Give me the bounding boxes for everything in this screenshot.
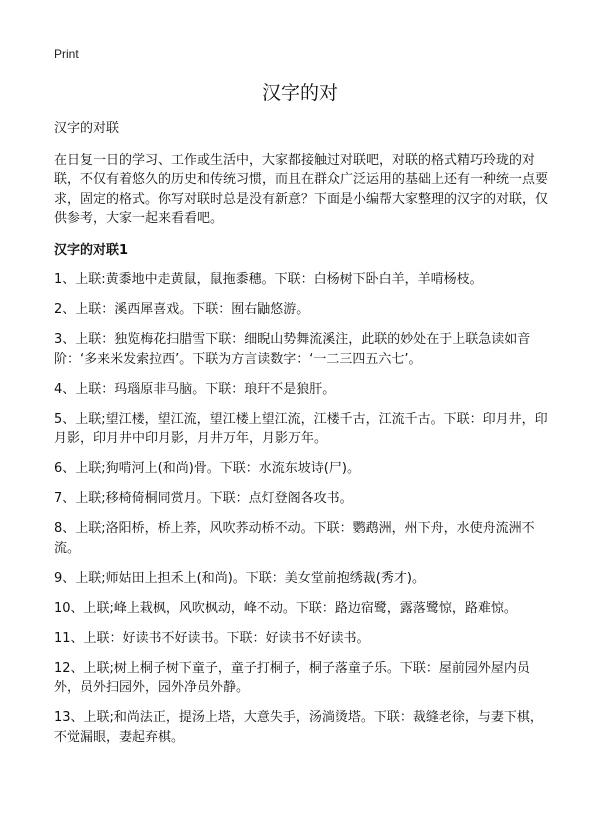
intro-paragraph: 在日复一日的学习、工作或生活中，大家都接触过对联吧，对联的格式精巧玲珑的对联，不仅有着悠久的历史和传统习惯，而且在群众广泛运用的基础上还有一种统一点要求，固定的格式。你写对联时总是没有新意？下面是小编帮大家整理的汉字的对联，仅供参考，大家一起来看看吧。 <box>54 152 549 226</box>
couplet-item: 13、上联;和尚法正，提汤上塔，大意失手，汤淌烫塔。下联：裁缝老徐，与妻下棋，不觉漏眼，妻起弃棋。 <box>54 710 543 745</box>
couplet-item: 1、上联:黄黍地中走黄鼠，鼠拖黍穗。下联：白杨树下卧白羊，羊啃杨枝。 <box>54 272 483 287</box>
couplet-item: 5、上联;望江楼，望江流，望江楼上望江流，江楼千古，江流千古。下联：印月井，印月影，印月井中印月影，月井万年，月影万年。 <box>54 411 548 446</box>
couplet-item: 4、上联：玛瑙原非马脑。下联：琅玕不是狼肝。 <box>54 381 336 397</box>
couplet-item: 10、上联;峰上栽枫，风吹枫动，峰不动。下联：路边宿鹭，露落鹭惊，路难惊。 <box>54 600 517 616</box>
section-heading: 汉字的对联1 <box>54 242 129 258</box>
couplet-item: 6、上联;狗啃河上(和尚)骨。下联：水流东坡诗(尸)。 <box>54 461 360 476</box>
article-body <box>54 119 552 758</box>
page-title: 汉字的对 <box>261 82 338 104</box>
print-label: Print <box>54 47 79 61</box>
couplet-item: 3、上联：独览梅花扫腊雪下联：细睨山势舞流溪注，此联的妙处在于上联急读如音阶：‘多来米发索拉西’。下联为方言读数字：‘一二三四五六七’。 <box>54 332 531 367</box>
couplet-item: 2、上联：溪西犀喜戏。下联：囿右鼬悠游。 <box>54 302 310 317</box>
couplet-item: 11、上联：好读书不好读书。下联：好读书不好读书。 <box>54 630 370 646</box>
couplet-item: 7、上联;移椅倚桐同赏月。下联：点灯登阁各攻书。 <box>54 491 353 506</box>
couplet-item: 12、上联;树上桐子树下童子，童子打桐子，桐子落童子乐。下联：屋前园外屋内员外，员外扫园外，园外净员外静。 <box>54 660 530 695</box>
couplet-item: 8、上联;洛阳桥，桥上荞，风吹荞动桥不动。下联：鹦鹉洲，州下舟，水使舟流洲不流。 <box>54 521 535 556</box>
couplet-item: 9、上联;师姑田上担禾上(和尚)。下联：美女堂前抱绣裁(秀才)。 <box>54 570 425 586</box>
article-subtitle: 汉字的对联 <box>54 121 120 136</box>
